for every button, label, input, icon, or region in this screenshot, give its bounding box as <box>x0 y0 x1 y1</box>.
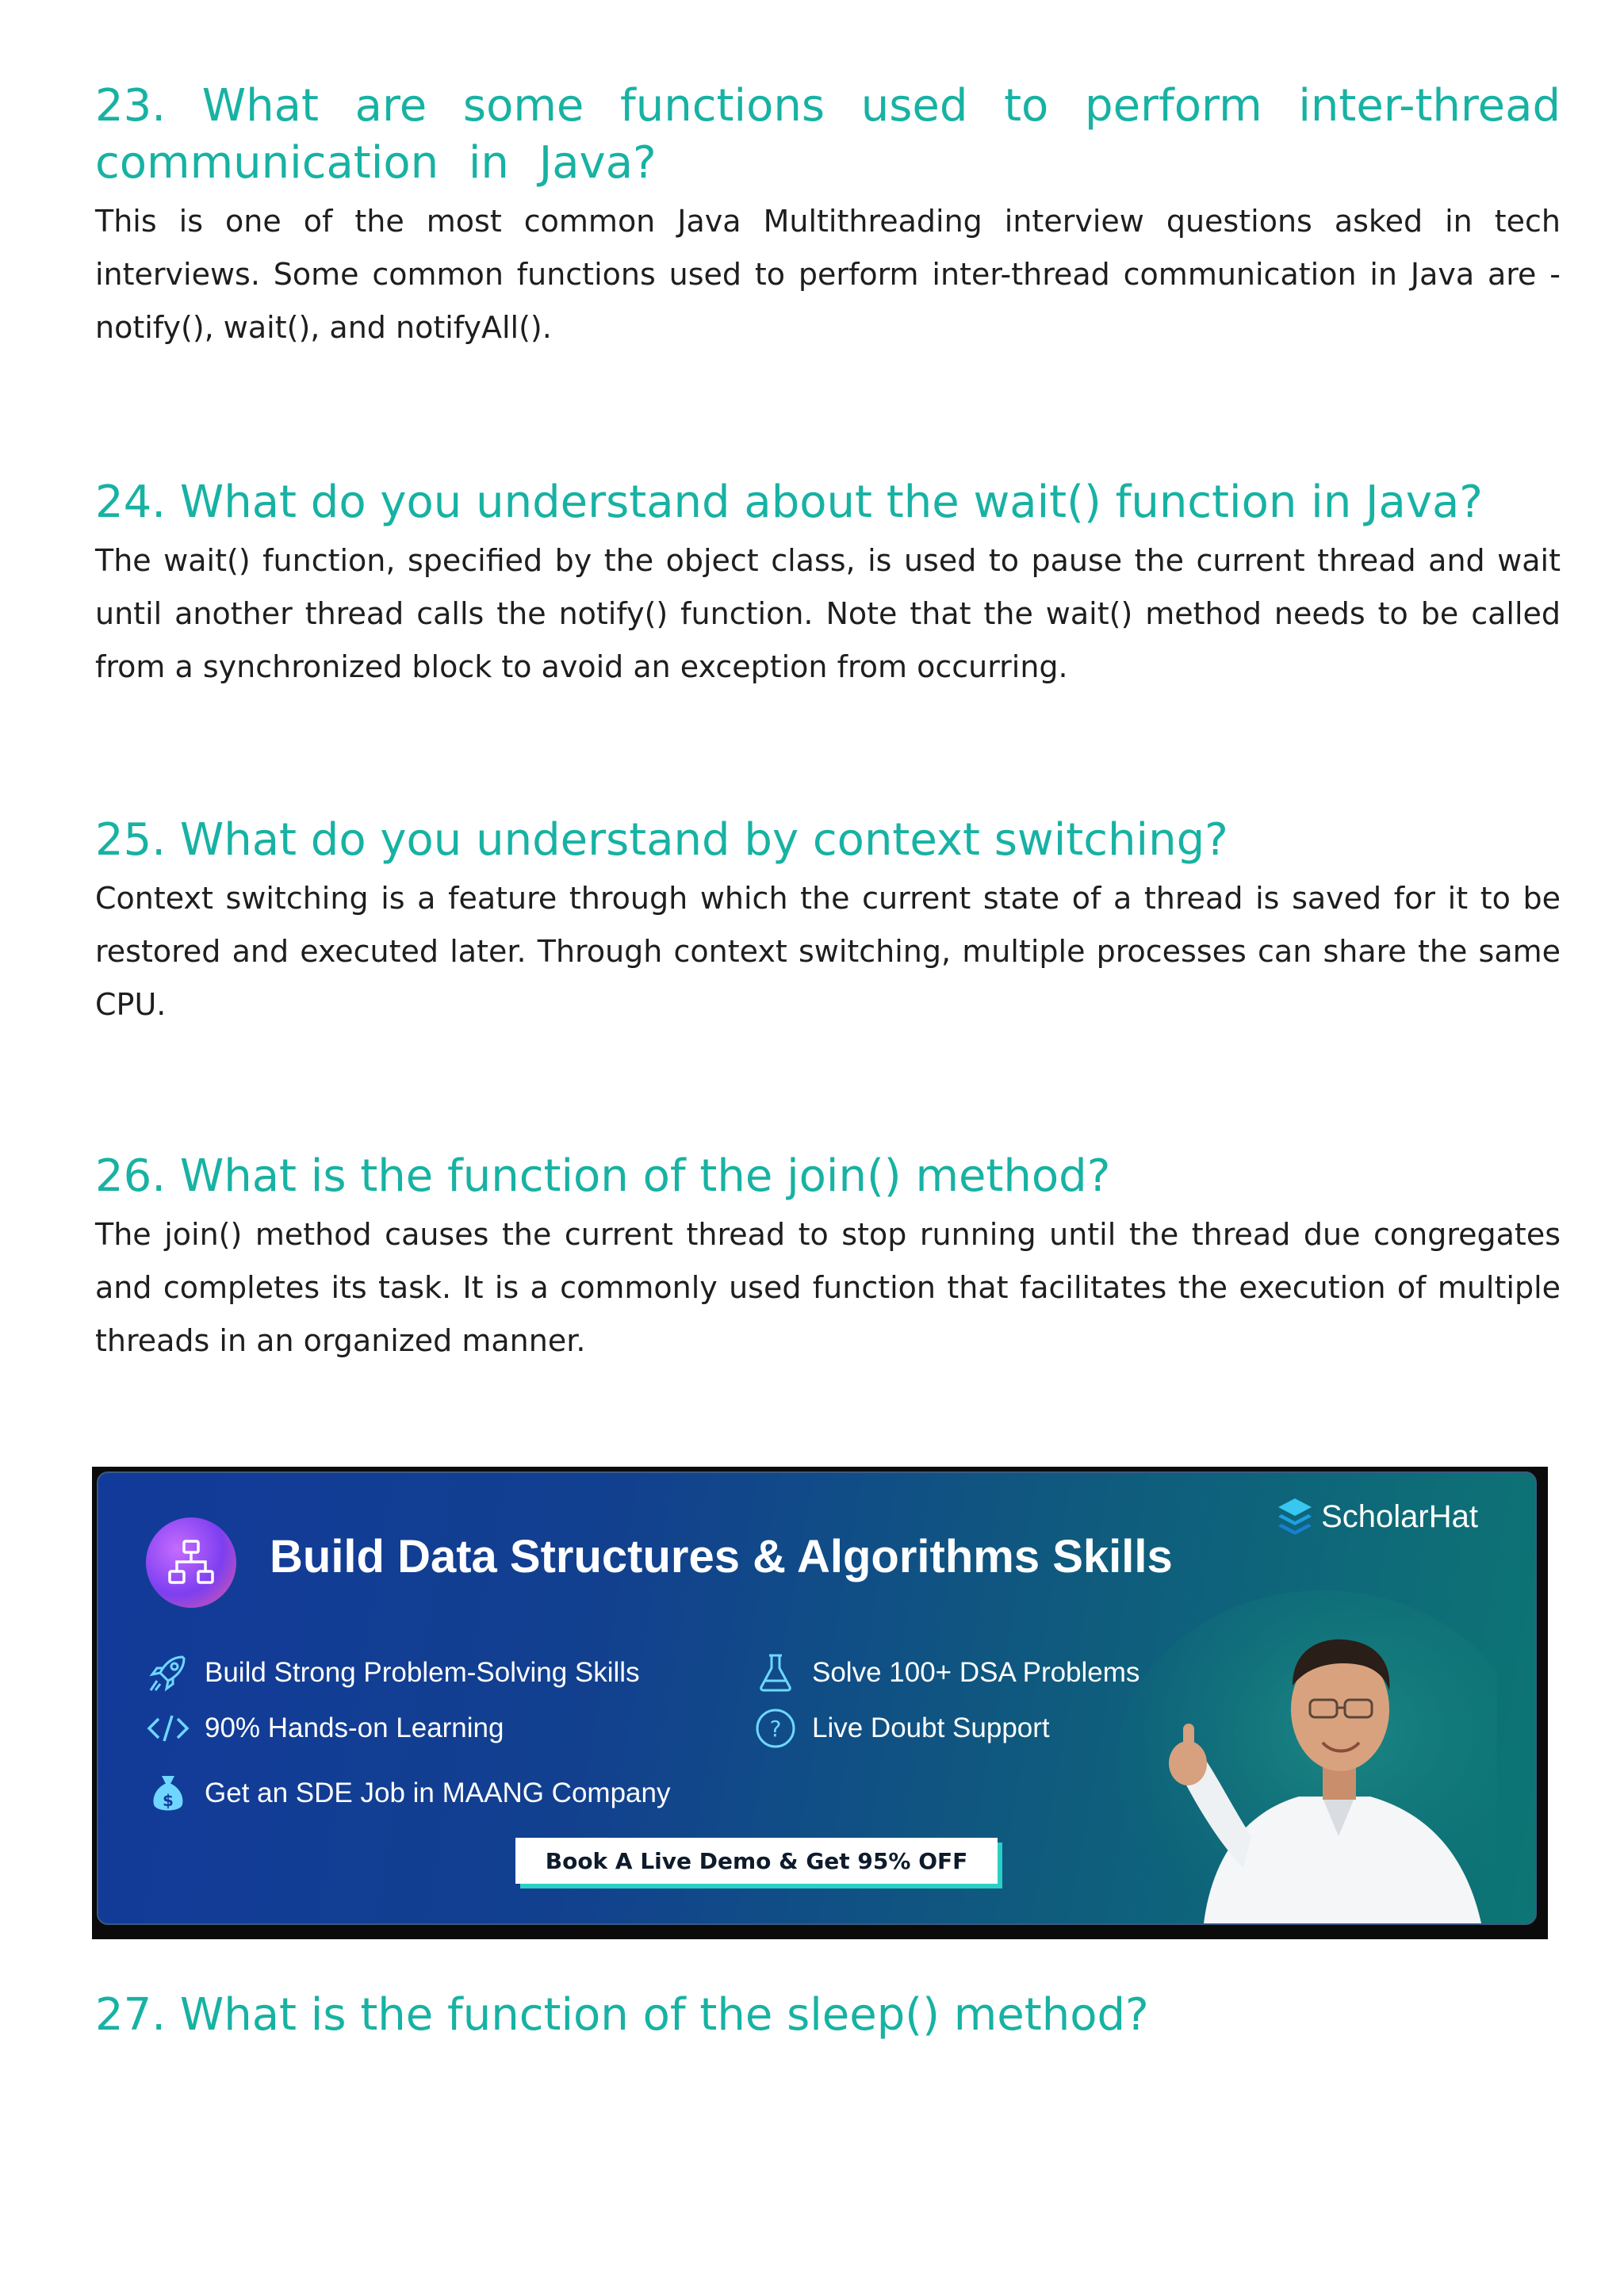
brand-name: ScholarHat <box>1321 1498 1478 1534</box>
code-icon <box>146 1706 190 1751</box>
feature-item <box>146 1651 640 1695</box>
question-25 <box>95 812 1561 1031</box>
feature-item <box>753 1651 1139 1695</box>
answer-paragraph: This is one of the most common Java Multithreading interview questions asked in tech interviews. Some common functions used to perform inter-thread communication in Java are - notify(), wait(), and notifyAll(). <box>95 204 1561 345</box>
scholarhat-logo-icon <box>1277 1497 1313 1536</box>
answer-paragraph: The join() method causes the current thread to stop running until the thread due congregates and completes its task. It is a commonly used function that facilitates the execution of multiple threads in an organized manner. <box>95 1217 1561 1358</box>
question-circle-icon <box>753 1706 798 1751</box>
question-heading: 23. What are some functions used to perform inter-thread communication in Java? <box>95 80 1561 189</box>
feature-item <box>753 1706 1050 1751</box>
svg-text:?: ? <box>769 1716 782 1742</box>
feature-label: Build Strong Problem-Solving Skills <box>205 1657 640 1688</box>
question-24 <box>95 474 1561 694</box>
question-heading: 26. What is the function of the join() method? <box>95 1150 1111 1202</box>
feature-label: Get an SDE Job in MAANG Company <box>205 1777 671 1808</box>
feature-label: Solve 100+ DSA Problems <box>812 1657 1140 1688</box>
feature-label: 90% Hands-on Learning <box>205 1712 504 1743</box>
brand-logo <box>1277 1497 1478 1536</box>
answer-paragraph: Context switching is a feature through which the current state of a thread is saved for it to be restored and executed later. Through context switching, multiple processes can share the same CPU. <box>95 881 1561 1022</box>
presenter-photo <box>1085 1575 1497 1923</box>
answer-paragraph: The wait() function, specified by the object class, is used to pause the current thread and wait until another thread calls the notify() function. Note that the wait() method needs to be called from a synchronized block to avoid an exception from occurring. <box>95 543 1561 684</box>
question-heading: 25. What do you understand by context switching? <box>95 814 1228 866</box>
svg-text:$: $ <box>163 1791 174 1810</box>
ad-banner-frame[interactable] <box>92 1467 1548 1939</box>
rocket-icon <box>146 1651 190 1695</box>
dsa-logo-icon <box>146 1517 236 1608</box>
question-23 <box>95 78 1561 354</box>
question-heading: 24. What do you understand about the wait() function in Java? <box>95 476 1484 528</box>
question-26 <box>95 1148 1561 1368</box>
question-heading: 27. What is the function of the sleep() method? <box>95 1989 1149 2041</box>
question-27 <box>95 1987 1561 2044</box>
ad-banner[interactable] <box>97 1471 1537 1925</box>
book-demo-button[interactable]: Book A Live Demo & Get 95% OFF <box>515 1838 998 1884</box>
feature-item <box>146 1706 504 1751</box>
feature-label: Live Doubt Support <box>812 1712 1050 1743</box>
money-bag-icon <box>146 1771 190 1816</box>
banner-title: Build Data Structures & Algorithms Skills <box>270 1531 1173 1582</box>
feature-item <box>146 1771 670 1816</box>
flask-icon <box>753 1651 798 1695</box>
